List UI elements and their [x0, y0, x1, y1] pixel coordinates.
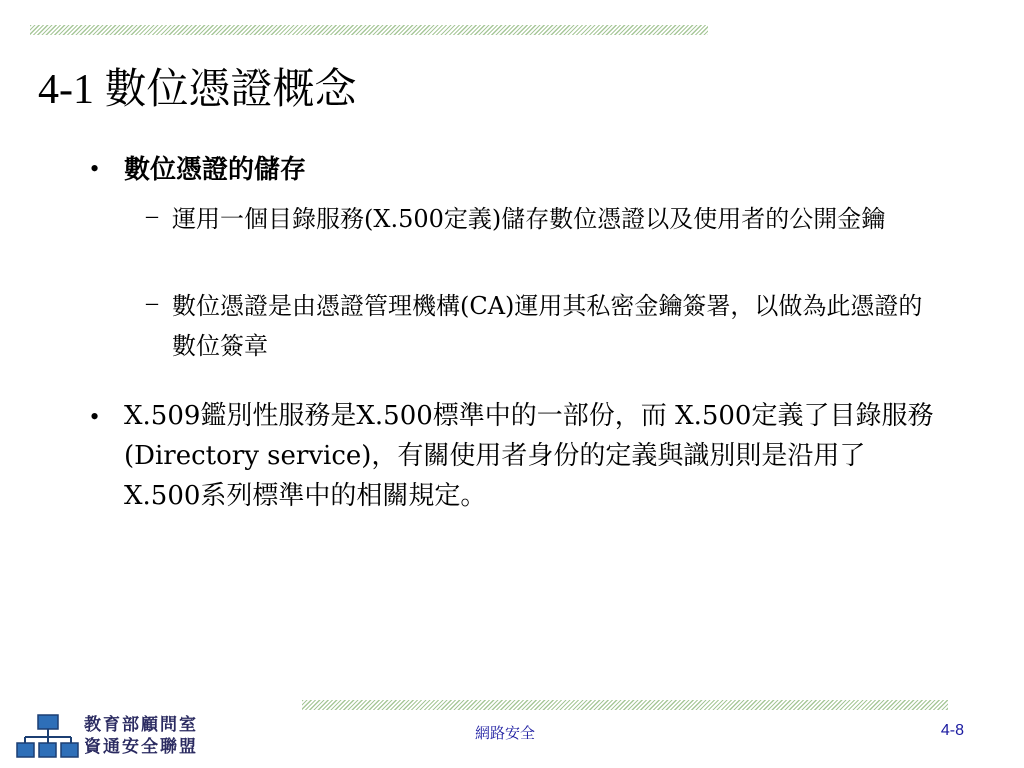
bullet-x509-description: X.509鑑別性服務是X.500標準中的一部份，而 X.500定義了目錄服務(Directory service)，有關使用者身份的定義與識別則是沿用了X.500系列標準中的相關規定。: [124, 401, 934, 511]
sub-bullet-directory-service: 運用一個目錄服務(X.500定義)儲存數位憑證以及使用者的公開金鑰: [172, 205, 886, 233]
sub-bullet-ca-signature: 數位憑證是由憑證管理機構(CA)運用其私密金鑰簽署，以做為此憑證的數位簽章: [172, 292, 923, 360]
footer-page-number: 4-8: [940, 722, 964, 739]
bottom-decorative-stripe: [302, 700, 948, 710]
logo-node-left: [17, 743, 34, 757]
bullet-marker: •: [90, 154, 100, 183]
footer-course-title: 網路安全: [474, 724, 535, 742]
sub-bullet-marker: –: [146, 203, 158, 229]
bullet-marker: •: [90, 402, 100, 431]
logo-node-middle: [39, 743, 56, 757]
logo-line-ministry: 教育部顧問室: [84, 715, 198, 735]
bullet-heading-storage: 數位憑證的儲存: [124, 155, 307, 185]
logo-line-alliance: 資通安全聯盟: [84, 737, 198, 757]
logo-node-right: [61, 743, 78, 757]
sub-bullet-marker: –: [146, 290, 158, 316]
slide-title: 4-1 數位憑證概念: [38, 67, 357, 113]
